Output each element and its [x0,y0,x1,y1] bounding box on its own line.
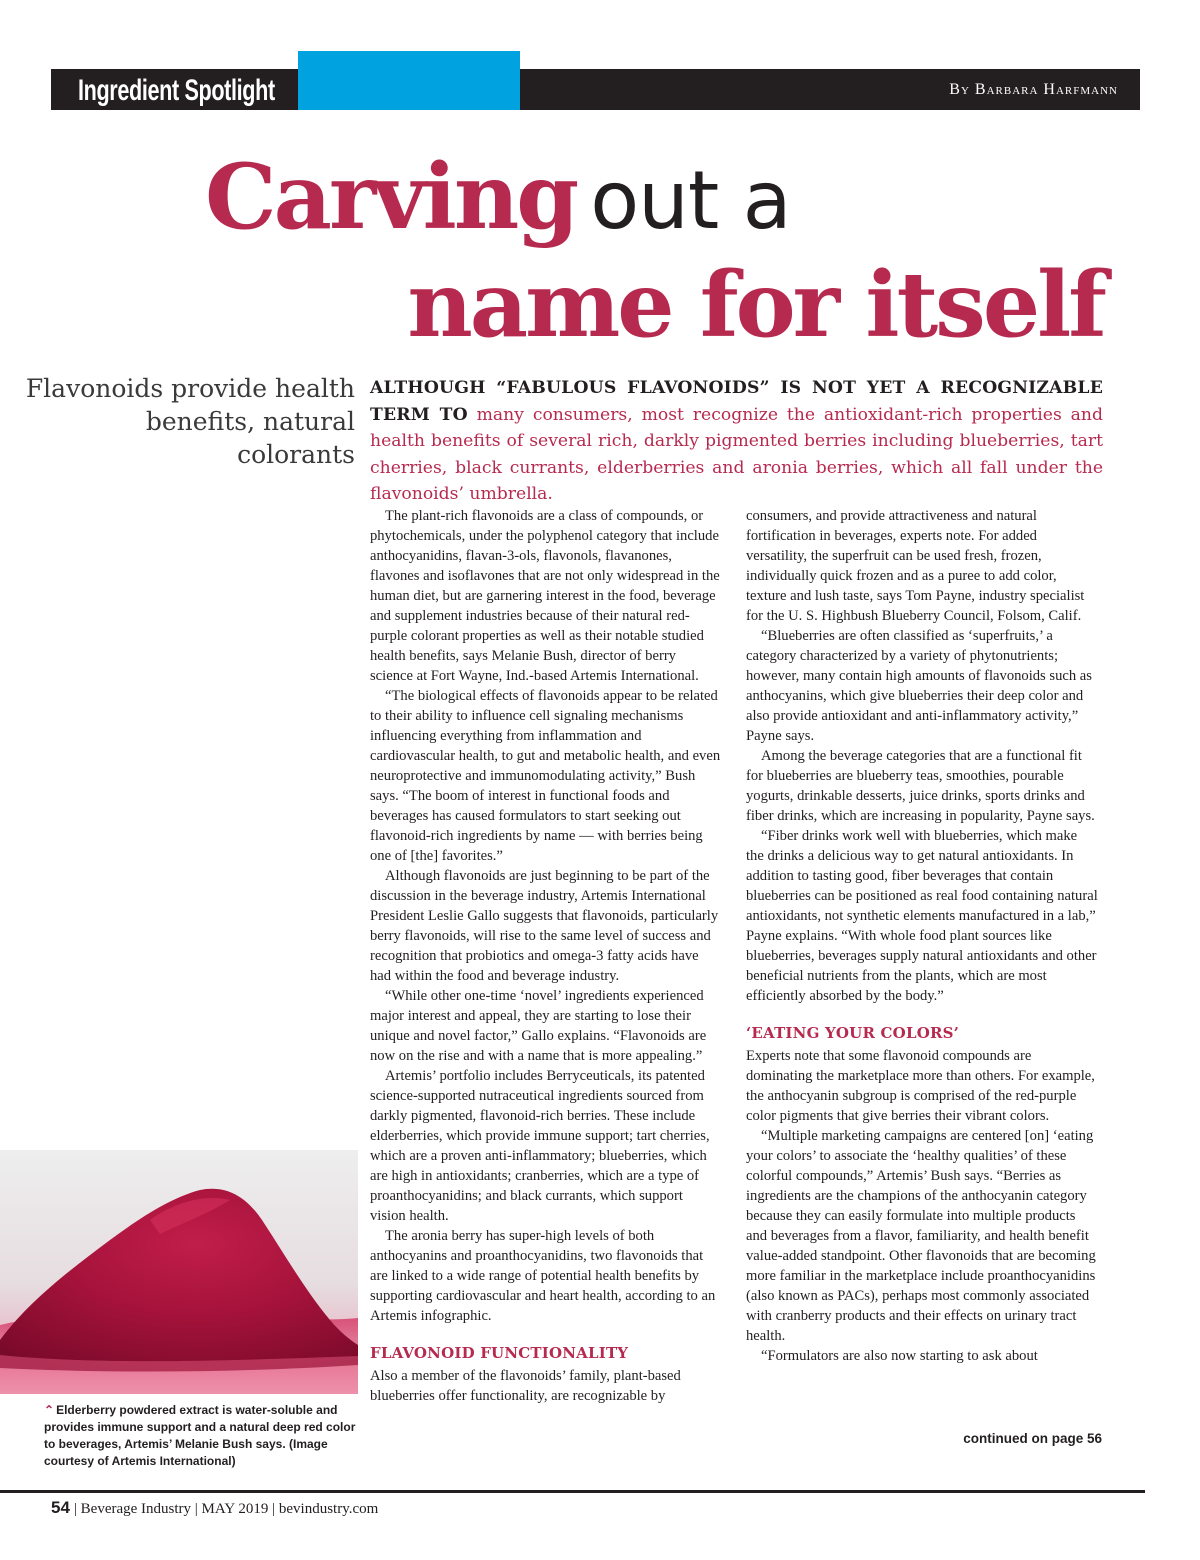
body-paragraph: Experts note that some flavonoid compounds are dominating the marketplace more than others. For example, the anthocyanin subgroup is comprised of the red-purple color pigments that give berries their vibrant colors. [746,1048,1095,1124]
header-accent-block [298,51,520,110]
footer-publication: | Beverage Industry | MAY 2019 | bevindustry.com [73,1501,379,1517]
byline: By Barbara Harfmann [949,81,1118,98]
body-paragraph: “Multiple marketing campaigns are centered [on] ‘eating your colors’ to associate the ‘healthy qualities’ of these colorful compounds,” Artemis’ Bush says. “Berries as ingredients are the champions of the anthocyanin category because they can easily formulate into multiple products and beverages from a flavor, familiarity, and health benefit value-added standpoint. Other flavonoids that are becoming more familiar in the marketplace include proanthocyanidins (also known as PACs), perhaps most commonly associated with cranberry products and their effects on urinary tract health. [746,1128,1096,1344]
headline-strong-word: Carving [205,144,577,250]
body-column-left [370,506,722,1406]
headline-line-2: name for itself [407,252,1104,358]
footer-rule [0,1490,1145,1493]
powder-mound-image [0,1150,358,1394]
section-label: Ingredient Spotlight [78,74,275,107]
caption-text: Elderberry powdered extract is water-soluble and provides immune support and a natural deep red color to beverages, Artemis’ Melanie Bush says. (Image courtesy of Artemis International) [44,1403,356,1468]
body-paragraph: Artemis’ portfolio includes Berryceuticals, its patented science-supported nutraceutical ingredients sourced from darkly pigmented, flavonoid-rich berries. These include elderberries, which provide immune support; tart cherries, which are a proven anti-inflammatory; blueberries, which are high in antioxidants; cranberries, which are a type of proanthocyanidins; and black currants, which support vision health. [370,1068,710,1224]
headline-light-words: out a [590,154,791,247]
headline-line-1 [205,144,791,250]
body-paragraph: “The biological effects of flavonoids appear to be related to their ability to influence cell signaling mechanisms influencing everything from inflammation and cardiovascular health, to gut and metabolic health, and even neuroprotective and immunomodulating activity,” Bush says. “The boom of interest in functional foods and beverages has caused formulators to start seeking out flavonoid-rich ingredients by name — with berries being one of [the] favorites.” [370,688,721,864]
body-column-right [746,506,1098,1366]
body-paragraph: Among the beverage categories that are a functional fit for blueberries are blueberry teas, smoothies, pourable yogurts, drinkable desserts, juice drinks, sports drinks and fiber drinks, which are increasing in popularity, Payne says. [746,748,1095,824]
body-paragraph: “Fiber drinks work well with blueberries, which make the drinks a delicious way to get natural antioxidants. In addition to tasting good, fiber beverages that contain blueberries can be positioned as real food containing natural antioxidants, not synthetic elements manufactured in a lab,” Payne explains. “With whole food plant sources like blueberries, beverages supply natural antioxidants and other beneficial nutrients from the plants, which are most efficiently absorbed by the body.” [746,828,1098,1004]
caret-up-icon: ⌃ [44,1403,55,1417]
continued-jump-line: continued on page 56 [963,1431,1102,1446]
elderberry-powder-photo [0,1150,358,1394]
body-paragraph: “While other one-time ‘novel’ ingredients experienced major interest and appeal, they are starting to lose their unique and novel factor,” Gallo explains. “Flavonoids are now on the rise and with a name that is more appealing.” [370,988,707,1064]
body-paragraph: The plant-rich flavonoids are a class of compounds, or phytochemicals, under the polyphenol category that include anthocyanidins, flavan-3-ols, flavonols, flavanones, flavones and isoflavones that are not only widespread in the human diet, but are garnering interest in the food, beverage and supplement industries because of their natural red-purple colorant properties as well as their notable studied health benefits, says Melanie Bush, director of berry science at Fort Wayne, Ind.-based Artemis International. [370,508,720,684]
subhead-eating-your-colors: ‘EATING YOUR COLORS’ [746,1024,960,1042]
photo-caption [44,1402,356,1470]
page-number: 54 [51,1498,70,1517]
subhead-flavonoid-functionality: FLAVONOID FUNCTIONALITY [370,1344,629,1362]
intro-body: many consumers, most recognize the antioxidant-rich properties and health benefits of several rich, darkly pigmented berries including blueberries, tart cherries, black currants, elderberries and aronia berries, which all fall under the flavonoids’ umbrella. [370,404,1103,504]
body-paragraph: The aronia berry has super-high levels of both anthocyanins and proanthocyanidins, two flavonoids that are linked to a wide range of potential health benefits by supporting cardiovascular and heart health, according to an Artemis infographic. [370,1228,716,1324]
dek-subtitle: Flavonoids provide health benefits, natural colorants [25,374,355,469]
body-paragraph: “Blueberries are often classified as ‘superfruits,’ a category characterized by a variety of phytonutrients; however, many contain high amounts of flavonoids such as anthocyanins, which give blueberries their deep color and also provide antioxidant and anti-inflammatory activity,” Payne says. [746,628,1092,744]
body-paragraph: Although flavonoids are just beginning to be part of the discussion in the beverage industry, Artemis International President Leslie Gallo suggests that flavonoids, particularly berry flavonoids, will rise to the same level of success and recognition that probiotics and omega-3 fatty acids have had within the food and beverage industry. [370,868,719,984]
intro-paragraph [370,375,1103,508]
body-paragraph: consumers, and provide attractiveness and natural fortification in beverages, experts note. For added versatility, the superfruit can be used fresh, frozen, individually quick frozen and as a puree to add color, texture and lush taste, says Tom Payne, industry specialist for the U. S. Highbush Blueberry Council, Folsom, Calif. [746,508,1085,624]
body-paragraph: Also a member of the flavonoids’ family, plant-based blueberries offer functionality, are recognizable by [370,1368,681,1404]
intro-lead-in: ALTHOUGH “FABULOUS FLAVONOIDS” IS NOT YET A RECOGNIZABLE TERM TO [370,378,1103,425]
page-footer [51,1497,378,1520]
body-paragraph: “Formulators are also now starting to ask about [761,1348,1038,1364]
